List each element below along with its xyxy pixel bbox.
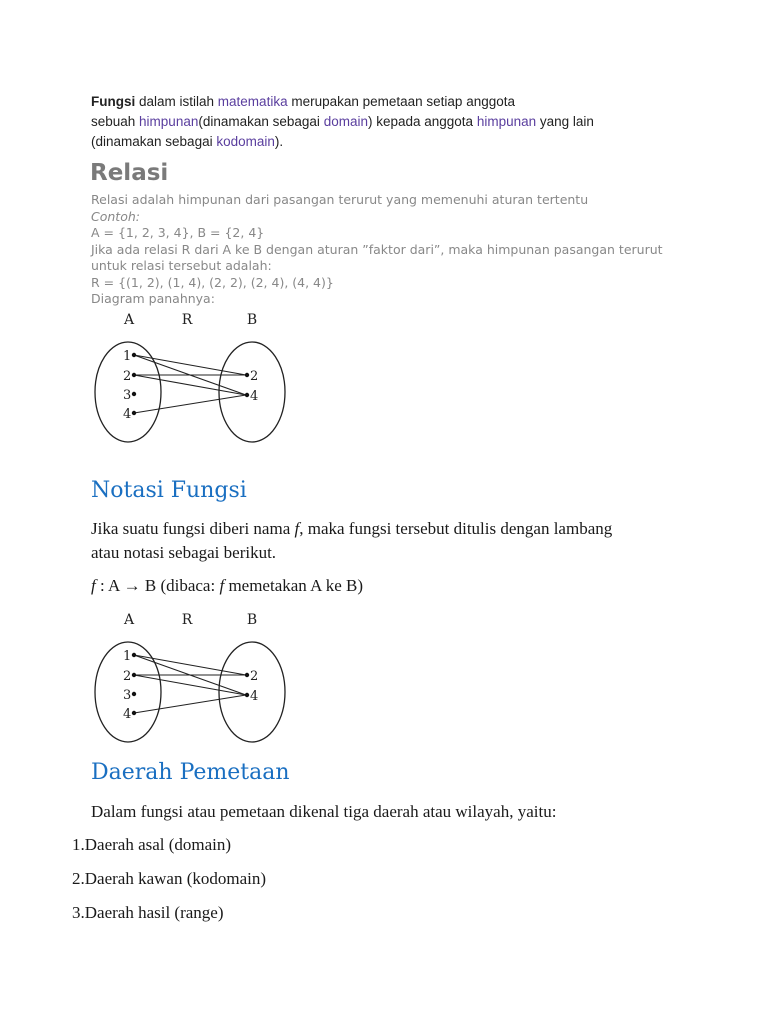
element-dots [132, 353, 249, 415]
relasi-line: Jika ada relasi R dari A ke B dengan aturan ”faktor dari”, maka himpunan pasangan terurut [91, 241, 663, 257]
arrow-diagram-relasi [90, 308, 295, 443]
set-label-a: A [123, 612, 135, 628]
link-domain[interactable]: domain [323, 114, 368, 129]
intro-text: (dinamakan sebagai [91, 134, 217, 149]
notasi-text: , maka fungsi tersebut ditulis dengan lambang [299, 519, 613, 538]
dot [245, 673, 249, 677]
relation-label-r: R [181, 312, 193, 328]
notasi-text: Jika suatu fungsi diberi nama [91, 519, 295, 538]
notasi-paragraph [91, 517, 691, 565]
notasi-f: f [294, 519, 300, 538]
formula-text: memetakan A ke B) [224, 576, 363, 595]
element-dots [132, 653, 249, 715]
relation-arrows [134, 355, 246, 413]
dot [132, 711, 136, 715]
intro-text: dalam istilah [135, 94, 218, 109]
link-kodomain[interactable]: kodomain [216, 134, 275, 149]
arrow-line [134, 375, 246, 395]
element-a: 3 [123, 688, 132, 703]
relasi-heading: Relasi [90, 160, 169, 186]
link-himpunan-2[interactable]: himpunan [476, 114, 537, 129]
intro-paragraph [91, 92, 651, 152]
daerah-paragraph: Dalam fungsi atau pemetaan dikenal tiga daerah atau wilayah, yaitu: [91, 802, 557, 821]
arrow-line [134, 695, 246, 713]
intro-line-2 [91, 112, 651, 132]
arrow-line [134, 655, 246, 675]
intro-text: sebuah [91, 114, 140, 129]
link-matematika[interactable]: matematika [217, 94, 288, 109]
notasi-fungsi-heading: Notasi Fungsi [91, 478, 247, 503]
intro-line-3 [91, 132, 651, 152]
element-a: 3 [123, 388, 132, 403]
relasi-body [91, 192, 691, 308]
intro-text: ) kepada anggota [367, 114, 477, 129]
element-b: 4 [250, 389, 259, 404]
dot [245, 393, 249, 397]
relation-label-r: R [181, 612, 193, 628]
dot [245, 373, 249, 377]
element-b: 4 [250, 689, 259, 704]
dot [132, 653, 136, 657]
notasi-text: atau notasi sebagai berikut. [91, 543, 277, 562]
relasi-line: untuk relasi tersebut adalah: [91, 258, 272, 273]
link-himpunan[interactable]: himpunan [139, 114, 199, 129]
daerah-list-item: 1.Daerah asal (domain) [72, 835, 232, 854]
arrow-diagram-fungsi [90, 608, 295, 744]
relation-arrows [134, 655, 246, 713]
relasi-line: Relasi adalah himpunan dari pasangan terurut yang memenuhi aturan tertentu [91, 192, 589, 207]
set-label-a: A [123, 312, 135, 328]
element-a: 4 [123, 707, 132, 722]
daerah-list-item: 2.Daerah kawan (kodomain) [72, 869, 267, 888]
dot [132, 353, 136, 357]
arrow-line [134, 675, 246, 695]
arrow-line [134, 355, 246, 375]
daerah-list-item: 3.Daerah hasil (range) [72, 903, 224, 922]
intro-text: merupakan pemetaan setiap anggota [287, 94, 515, 109]
notasi-formula [91, 574, 691, 598]
intro-text: yang lain [536, 114, 594, 129]
element-a: 1 [123, 349, 132, 364]
formula-f: f [219, 576, 225, 595]
element-a: 4 [123, 407, 132, 422]
formula-f: f [91, 576, 96, 595]
relasi-line [91, 209, 691, 226]
dot [132, 411, 136, 415]
element-b: 2 [250, 669, 259, 684]
set-label-b: B [246, 612, 258, 628]
arrow-line [134, 395, 246, 413]
intro-line-1 [91, 92, 651, 112]
dot [132, 673, 136, 677]
term-fungsi: Fungsi [91, 94, 136, 109]
element-a: 2 [123, 669, 132, 684]
contoh-label: Contoh: [91, 208, 140, 224]
dot [132, 373, 136, 377]
dot [132, 692, 136, 696]
formula-text: : A → B (dibaca: [95, 576, 220, 595]
intro-text: ). [274, 134, 284, 149]
relasi-line: A = {1, 2, 3, 4}, B = {2, 4} [91, 225, 265, 240]
relasi-line: Diagram panahnya: [91, 291, 215, 306]
set-label-b: B [246, 312, 258, 328]
dot [132, 392, 136, 396]
daerah-pemetaan-heading: Daerah Pemetaan [91, 760, 290, 785]
element-a: 2 [123, 369, 132, 384]
relasi-line: R = {(1, 2), (1, 4), (2, 2), (2, 4), (4, 4)} [91, 274, 334, 290]
element-a: 1 [123, 649, 132, 664]
intro-text: (dinamakan sebagai [198, 114, 324, 129]
dot [245, 693, 249, 697]
element-b: 2 [250, 369, 259, 384]
